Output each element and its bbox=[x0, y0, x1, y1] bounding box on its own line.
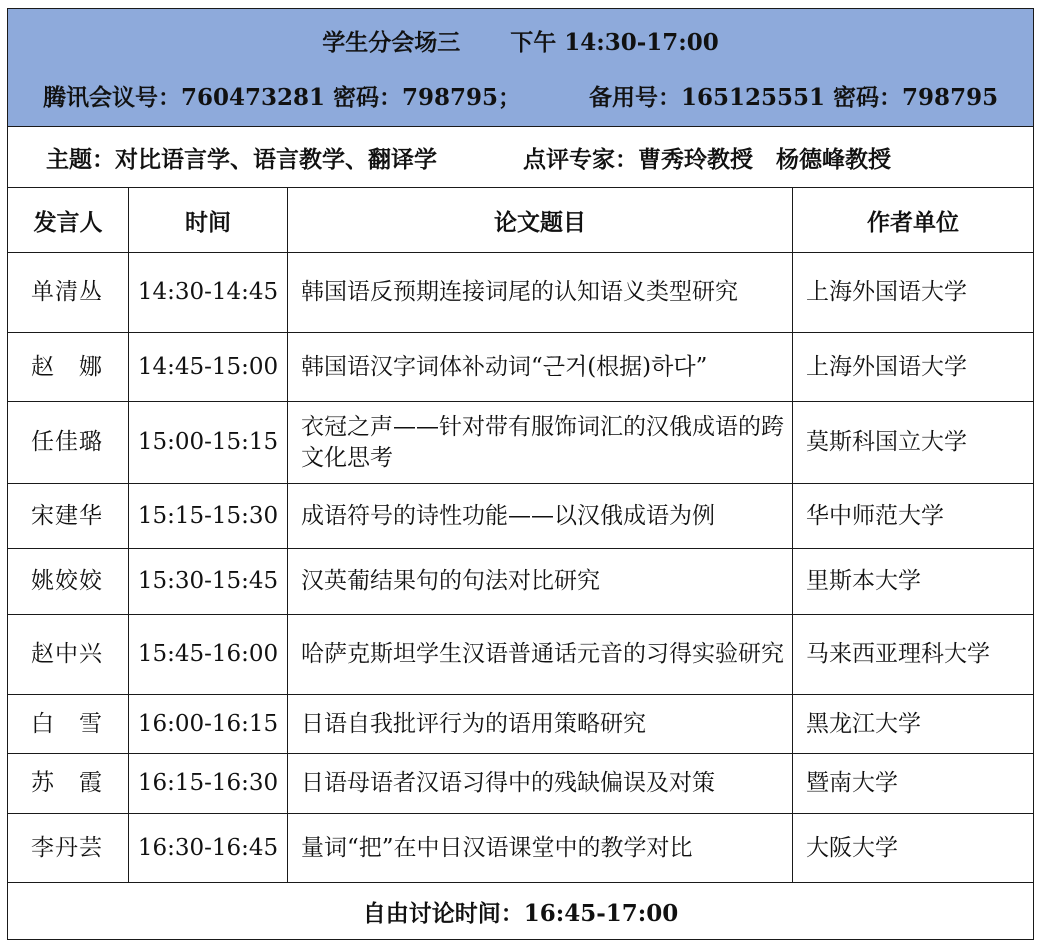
column-header-time: 时间 bbox=[129, 188, 288, 253]
table-row bbox=[8, 333, 1034, 402]
table-row bbox=[8, 754, 1034, 814]
speaker-name: 单清丛 bbox=[8, 253, 129, 333]
institution: 马来西亚理科大学 bbox=[793, 615, 1034, 695]
session-time: 下午 14:30-17:00 bbox=[510, 28, 719, 56]
paper-title: 日语母语者汉语习得中的残缺偏误及对策 bbox=[288, 754, 793, 814]
talk-time: 15:45-16:00 bbox=[129, 615, 288, 695]
topic-reviewers: 点评专家：曹秀玲教授 杨德峰教授 bbox=[523, 145, 892, 173]
topic-row bbox=[8, 127, 1034, 188]
paper-title: 韩国语反预期连接词尾的认知语义类型研究 bbox=[288, 253, 793, 333]
session-name: 学生分会场三 bbox=[322, 28, 461, 56]
institution: 里斯本大学 bbox=[793, 549, 1034, 615]
institution: 上海外国语大学 bbox=[793, 253, 1034, 333]
topic-subject: 主题：对比语言学、语言教学、翻译学 bbox=[46, 145, 437, 173]
speaker-name: 李丹芸 bbox=[8, 814, 129, 883]
institution: 华中师范大学 bbox=[793, 484, 1034, 549]
paper-title: 哈萨克斯坦学生汉语普通话元音的习得实验研究 bbox=[288, 615, 793, 695]
talk-time: 14:30-14:45 bbox=[129, 253, 288, 333]
institution: 黑龙江大学 bbox=[793, 695, 1034, 754]
speaker-name: 苏 霞 bbox=[8, 754, 129, 814]
institution: 上海外国语大学 bbox=[793, 333, 1034, 402]
talk-time: 16:00-16:15 bbox=[129, 695, 288, 754]
talk-time: 15:00-15:15 bbox=[129, 402, 288, 484]
institution: 大阪大学 bbox=[793, 814, 1034, 883]
table-row bbox=[8, 695, 1034, 754]
session-header bbox=[8, 9, 1034, 127]
paper-title: 韩国语汉字词体补动词“근거(根据)하다” bbox=[288, 333, 793, 402]
paper-title: 衣冠之声——针对带有服饰词汇的汉俄成语的跨文化思考 bbox=[288, 402, 793, 484]
paper-title: 汉英葡结果句的句法对比研究 bbox=[288, 549, 793, 615]
talk-time: 16:15-16:30 bbox=[129, 754, 288, 814]
table-row bbox=[8, 253, 1034, 333]
backup-meeting-id: 备用号：165125551 密码：798795 bbox=[589, 83, 999, 111]
table-row bbox=[8, 549, 1034, 615]
speaker-name: 赵 娜 bbox=[8, 333, 129, 402]
paper-title: 成语符号的诗性功能——以汉俄成语为例 bbox=[288, 484, 793, 549]
talk-time: 16:30-16:45 bbox=[129, 814, 288, 883]
speaker-name: 宋建华 bbox=[8, 484, 129, 549]
column-header-speaker: 发言人 bbox=[8, 188, 129, 253]
column-header-institution: 作者单位 bbox=[793, 188, 1034, 253]
talk-time: 15:15-15:30 bbox=[129, 484, 288, 549]
institution: 暨南大学 bbox=[793, 754, 1034, 814]
column-header-row bbox=[8, 188, 1034, 253]
speaker-name: 白 雪 bbox=[8, 695, 129, 754]
free-discussion-row: 自由讨论时间：16:45-17:00 bbox=[8, 883, 1034, 940]
table-row bbox=[8, 814, 1034, 883]
paper-title: 日语自我批评行为的语用策略研究 bbox=[288, 695, 793, 754]
speaker-name: 赵中兴 bbox=[8, 615, 129, 695]
talk-time: 15:30-15:45 bbox=[129, 549, 288, 615]
speaker-name: 任佳璐 bbox=[8, 402, 129, 484]
table-row bbox=[8, 615, 1034, 695]
speaker-name: 姚姣姣 bbox=[8, 549, 129, 615]
paper-title: 量词“把”在中日汉语课堂中的教学对比 bbox=[288, 814, 793, 883]
schedule-table-frame bbox=[7, 8, 1033, 940]
schedule-table bbox=[7, 8, 1034, 940]
table-row bbox=[8, 484, 1034, 549]
institution: 莫斯科国立大学 bbox=[793, 402, 1034, 484]
column-header-title: 论文题目 bbox=[288, 188, 793, 253]
meeting-id: 腾讯会议号：760473281 密码：798795； bbox=[42, 83, 521, 111]
talk-time: 14:45-15:00 bbox=[129, 333, 288, 402]
table-row bbox=[8, 402, 1034, 484]
